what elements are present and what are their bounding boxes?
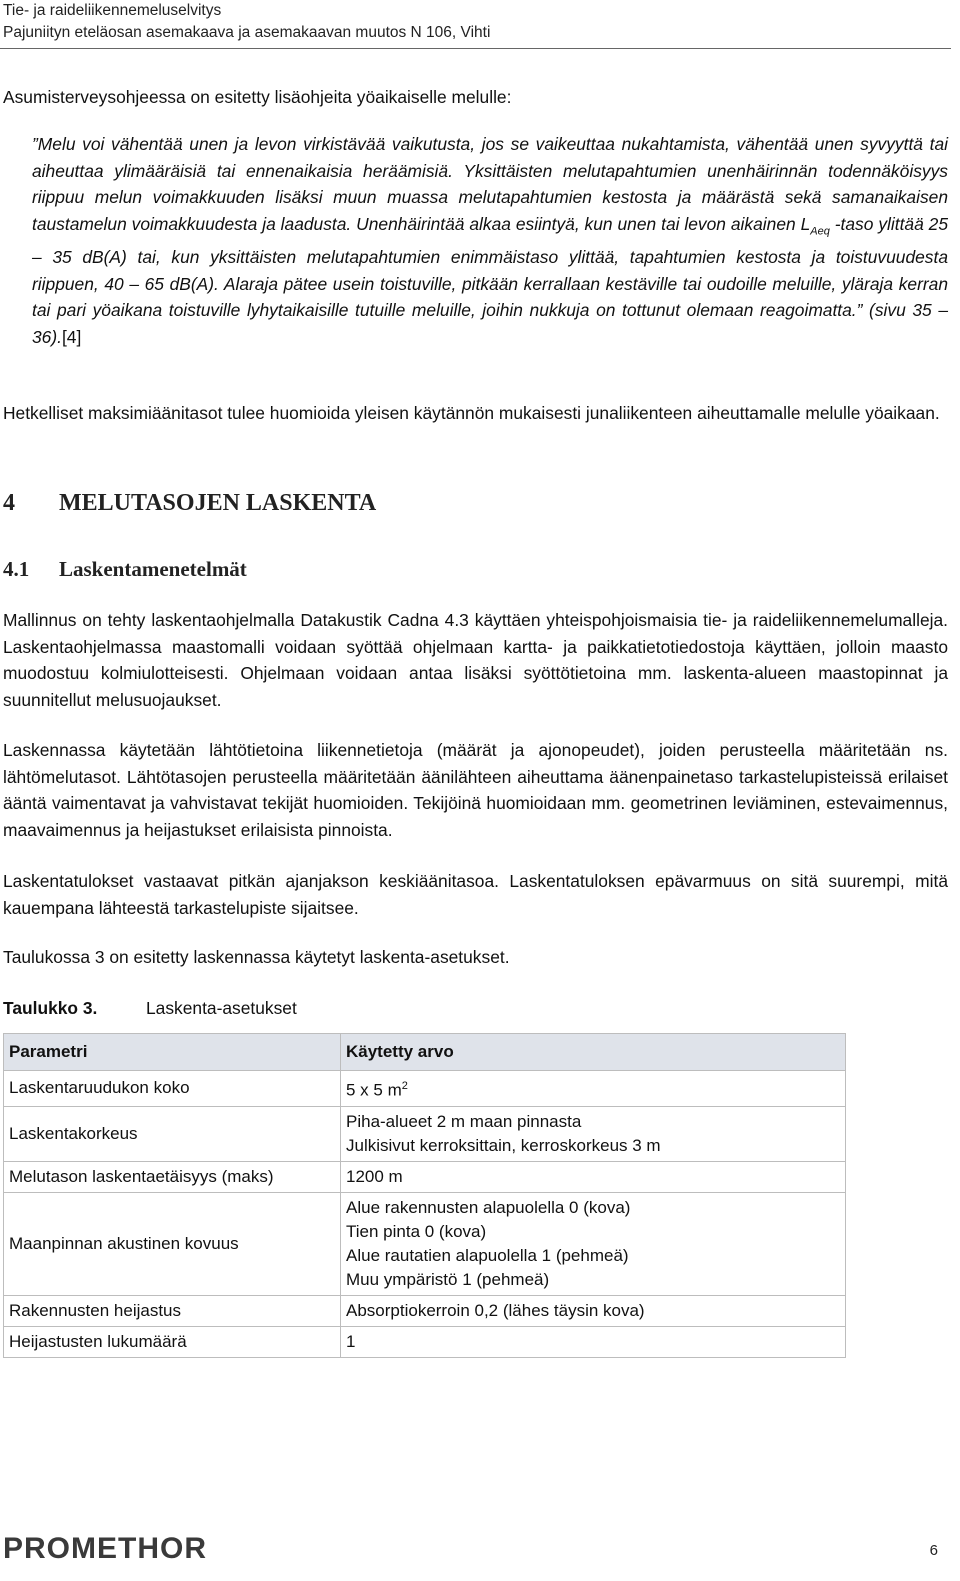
method-paragraph: Mallinnus on tehty laskentaohjelmalla Datakustik Cadna 4.3 käyttäen yhteispohjoismaisia tie- ja raideliikennemelumalleja. Laskentaohjelmassa maastomalli voidaan syöttää ohjelmaan kartta- ja paikkatietotiedostoja käyttäen, jolloin maasto muodostuu kolmiulotteisesti. Ohjelmaan voidaan antaa lisäksi syöttötietoina mm. laskenta-alueen maastopinnat ja suunnitellut melusuojaukset. — [3, 610, 948, 710]
value-cell: 1 — [341, 1326, 846, 1357]
max-level-paragraph: Hetkelliset maksimiäänitasot tulee huomioida yleisen käytännön mukaisesti junaliikenteen aiheuttamalle melulle yöaikaan. — [3, 403, 940, 423]
value-cell — [341, 1192, 846, 1295]
parameter-cell: Laskentaruudukon koko — [4, 1071, 341, 1107]
table-caption-label: Taulukko 3. — [3, 998, 98, 1018]
quote-subscript: Aeq — [810, 224, 830, 237]
value-cell: 1200 m — [341, 1161, 846, 1192]
table-row — [4, 1106, 846, 1161]
input-data-paragraph: Laskennassa käytetään lähtötietoina liikennetietoja (määrät ja ajonopeudet), joiden perusteella määritetään ns. lähtömelutasot. Lähtötasojen perusteella määritetään äänilähteen aiheuttama äänenpainetaso tarkastelupisteissä erilaiset ääntä vaimentavat ja vahvistavat tekijät huomioiden. Tekijöinä huomioidaan mm. geometrinen leviäminen, estevaimennus, maavaimennus ja heijastukset erilaisista pinnoista. — [3, 740, 948, 840]
value-line: 5 x 5 m — [346, 1080, 402, 1100]
quote-reference: [4] — [61, 326, 82, 347]
logo-text: PROMETHOR — [3, 1532, 207, 1565]
subsection-title: Laskentamenetelmät — [59, 557, 247, 581]
uncertainty-paragraph: Laskentatulokset vastaavat pitkän ajanjakson keskiäänitasoa. Laskentatuloksen epävarmuus on sitä suurempi, mitä kauempana lähteestä tarkastelupiste sijaitsee. — [3, 871, 948, 918]
parameter-cell: Maanpinnan akustinen kovuus — [4, 1192, 341, 1295]
section-heading — [3, 488, 376, 518]
value-cell — [341, 1071, 846, 1107]
value-line: Alue rautatien alapuolella 1 (pehmeä) — [346, 1245, 629, 1265]
value-line: Tien pinta 0 (kova) — [346, 1221, 487, 1241]
parameter-cell: Melutason laskentaetäisyys (maks) — [4, 1161, 341, 1192]
table-row — [4, 1192, 846, 1295]
subsection-heading — [3, 555, 247, 583]
table-row — [4, 1161, 846, 1192]
value-line: Alue rakennusten alapuolella 0 (kova) — [346, 1197, 631, 1217]
value-line: Muu ympäristö 1 (pehmeä) — [346, 1269, 550, 1289]
subsection-number: 4.1 — [3, 557, 30, 581]
header-project-title: Pajuniityn eteläosan asemakaava ja asemakaavan muutos N 106, Vihti — [3, 24, 491, 41]
parameter-cell: Laskentakorkeus — [4, 1106, 341, 1161]
section-number: 4 — [3, 490, 15, 516]
intro-paragraph: Asumisterveysohjeessa on esitetty lisäohjeita yöaikaiselle melulle: — [3, 87, 512, 107]
page-header — [3, 0, 490, 44]
quote-text-part2: -taso ylittää 25 – 35 dB(A) tai, kun yksittäisten melutapahtumien enimmäistaso ylittää, tapahtumien kestosta ja toistuvuudesta riippuen, 40 – 65 dB(A). Alaraja pätee usein toistuville, pitkään kerrallaan kestäville tai oudoille meluille, yläraja kerran tai pari yöaikana toistuville lyhytaikaisille tutuille meluille, joihin nukkuja on tottunut olemaan reagoimatta.” (sivu 35 – 36). — [32, 213, 948, 347]
table-caption-text: Laskenta-asetukset — [146, 998, 297, 1018]
value-superscript: 2 — [401, 1080, 408, 1092]
table-header-row — [4, 1034, 846, 1071]
value-line: Julkisivut kerroksittain, kerroskorkeus 3 m — [346, 1135, 661, 1155]
page-number: 6 — [929, 1542, 938, 1559]
table-row — [4, 1326, 846, 1357]
section-title: MELUTASOJEN LASKENTA — [59, 490, 377, 516]
header-rule — [0, 48, 951, 49]
table-caption — [3, 995, 297, 1021]
company-logo — [3, 1532, 207, 1566]
settings-table — [3, 1033, 846, 1358]
value-cell — [341, 1106, 846, 1161]
column-header-parameter: Parametri — [4, 1034, 341, 1071]
parameter-cell: Heijastusten lukumäärä — [4, 1326, 341, 1357]
value-line: Piha-alueet 2 m maan pinnasta — [346, 1111, 582, 1131]
column-header-value: Käytetty arvo — [341, 1034, 846, 1071]
header-report-title: Tie- ja raideliikennemeluselvitys — [3, 2, 222, 19]
parameter-cell: Rakennusten heijastus — [4, 1295, 341, 1326]
value-cell: Absorptiokerroin 0,2 (lähes täysin kova) — [341, 1295, 846, 1326]
table-row — [4, 1071, 846, 1107]
table-row — [4, 1295, 846, 1326]
quote-text-part1: ”Melu voi vähentää unen ja levon virkistävää vaikutusta, jos se vaikeuttaa nukahtamista, vähentää unen syvyyttä tai aiheuttaa ylimääräisiä tai ennenaikaisia heräämisiä. Yksittäisten melutapahtumien unenhäirinnän todennäköisyys riippuu melun voimakkuuden lisäksi muun muassa melutapahtumien kestosta ja määrästä sekä samanaikaisen taustamelun voimakkuudesta ja laadusta. Unenhäirintää alkaa esiintyä, kun unen tai levon aikainen L — [32, 134, 948, 234]
table-intro-paragraph: Taulukossa 3 on esitetty laskennassa käytetyt laskenta-asetukset. — [3, 947, 510, 967]
quote-paragraph — [32, 131, 948, 350]
